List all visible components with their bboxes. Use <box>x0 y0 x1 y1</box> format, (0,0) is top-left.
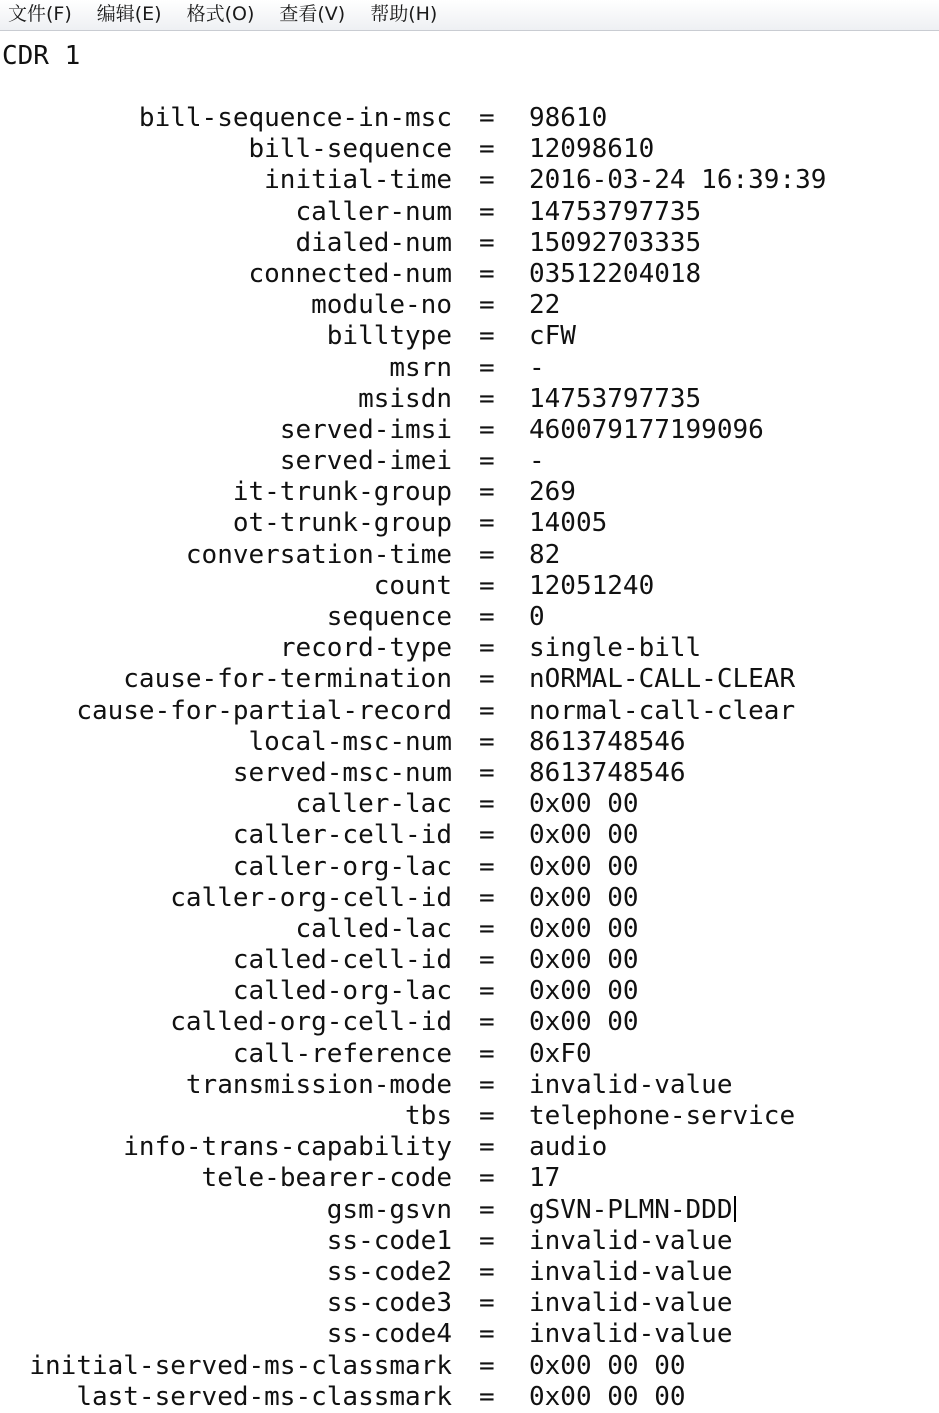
equals-sign: = <box>479 882 495 913</box>
field-name: ss-code2 <box>326 1256 452 1287</box>
field-value: 14753797735 <box>529 196 702 227</box>
record-row <box>0 1163 939 1194</box>
field-value: 12098610 <box>529 134 655 165</box>
cdr-header: CDR 1 <box>2 41 81 71</box>
field-value: - <box>529 446 545 477</box>
field-name: record-type <box>279 633 452 664</box>
field-value: 0x00 00 <box>529 789 639 820</box>
equals-sign: = <box>479 976 495 1007</box>
record-row <box>0 883 939 914</box>
equals-sign: = <box>479 383 495 414</box>
equals-sign: = <box>479 352 495 383</box>
field-name: billtype <box>326 321 452 352</box>
field-value: cFW <box>529 321 576 352</box>
field-name: local-msc-num <box>248 726 452 757</box>
cdr-record-list <box>0 103 939 1413</box>
equals-sign: = <box>479 570 495 601</box>
record-row <box>0 103 939 134</box>
field-name: bill-sequence-in-msc <box>138 103 452 133</box>
record-row <box>0 633 939 664</box>
record-row <box>0 1132 939 1163</box>
record-row <box>0 914 939 945</box>
field-name: cause-for-termination <box>123 664 452 695</box>
record-row <box>0 508 939 539</box>
field-name: last-served-ms-classmark <box>76 1381 452 1412</box>
field-value: 98610 <box>529 103 608 133</box>
equals-sign: = <box>479 664 495 695</box>
field-name: ss-code1 <box>326 1225 452 1256</box>
equals-sign: = <box>479 196 495 227</box>
equals-sign: = <box>479 945 495 976</box>
field-value: 0x00 00 <box>529 976 639 1007</box>
equals-sign: = <box>479 851 495 882</box>
record-row <box>0 758 939 789</box>
field-name: module-no <box>311 290 452 321</box>
equals-sign: = <box>479 134 495 165</box>
equals-sign: = <box>479 1132 495 1163</box>
record-row <box>0 384 939 415</box>
field-value: single-bill <box>529 633 702 664</box>
field-value: 03512204018 <box>529 258 702 289</box>
field-name: msisdn <box>358 383 452 414</box>
equals-sign: = <box>479 103 495 133</box>
field-value: 2016-03-24 16:39:39 <box>529 165 827 196</box>
field-value: 0x00 00 <box>529 913 639 944</box>
menu-format[interactable]: 格式(O) <box>186 3 255 25</box>
field-value: 14753797735 <box>529 383 702 414</box>
field-value: 14005 <box>529 508 608 539</box>
field-name: ss-code4 <box>326 1319 452 1350</box>
equals-sign: = <box>479 227 495 258</box>
record-row <box>0 1195 939 1226</box>
field-value: 8613748546 <box>529 726 686 757</box>
field-value: 0xF0 <box>529 1038 592 1069</box>
menu-edit[interactable]: 编辑(E) <box>96 3 162 25</box>
text-cursor <box>734 1196 736 1222</box>
equals-sign: = <box>479 1319 495 1350</box>
equals-sign: = <box>479 321 495 352</box>
field-value: 460079177199096 <box>529 414 764 445</box>
menu-help[interactable]: 帮助(H) <box>370 3 438 25</box>
field-value: invalid-value <box>529 1256 733 1287</box>
field-name: count <box>373 570 452 601</box>
record-row <box>0 197 939 228</box>
record-row <box>0 727 939 758</box>
equals-sign: = <box>479 789 495 820</box>
field-name: it-trunk-group <box>232 477 452 508</box>
record-row <box>0 852 939 883</box>
record-row <box>0 571 939 602</box>
equals-sign: = <box>479 414 495 445</box>
record-row <box>0 415 939 446</box>
field-name: served-imei <box>279 446 452 477</box>
field-value: 0x00 00 00 <box>529 1381 686 1412</box>
record-row <box>0 1007 939 1038</box>
field-value: 0x00 00 <box>529 945 639 976</box>
field-name: initial-time <box>264 165 452 196</box>
field-value: gSVN-PLMN-DDD <box>529 1195 736 1226</box>
record-row <box>0 1070 939 1101</box>
record-row <box>0 602 939 633</box>
record-row <box>0 1101 939 1132</box>
field-name: caller-cell-id <box>232 820 452 851</box>
record-row <box>0 945 939 976</box>
record-row <box>0 290 939 321</box>
field-name: transmission-mode <box>185 1069 452 1100</box>
field-name: connected-num <box>248 258 452 289</box>
text-editor-area[interactable] <box>0 31 939 1413</box>
record-row <box>0 820 939 851</box>
record-row <box>0 353 939 384</box>
field-name: caller-org-cell-id <box>170 882 452 913</box>
field-name: ss-code3 <box>326 1288 452 1319</box>
field-name: called-lac <box>295 913 452 944</box>
equals-sign: = <box>479 1350 495 1381</box>
record-row <box>0 1257 939 1288</box>
field-value: 17 <box>529 1163 561 1194</box>
field-name: caller-lac <box>295 789 452 820</box>
record-row <box>0 1319 939 1350</box>
field-value: 0x00 00 <box>529 1007 639 1038</box>
equals-sign: = <box>479 726 495 757</box>
field-value: audio <box>529 1132 608 1163</box>
field-value: telephone-service <box>529 1101 796 1131</box>
field-name: bill-sequence <box>248 134 452 165</box>
record-row <box>0 1288 939 1319</box>
menu-file[interactable]: 文件(F) <box>8 3 72 25</box>
field-value: 12051240 <box>529 570 655 601</box>
field-name: info-trans-capability <box>123 1132 452 1163</box>
field-name: ot-trunk-group <box>232 508 452 539</box>
equals-sign: = <box>479 477 495 508</box>
record-row <box>0 165 939 196</box>
field-value: 269 <box>529 477 576 508</box>
field-name: gsm-gsvn <box>326 1194 452 1225</box>
equals-sign: = <box>479 539 495 570</box>
field-name: call-reference <box>232 1038 452 1069</box>
field-value: normal-call-clear <box>529 695 796 726</box>
record-row <box>0 789 939 820</box>
field-value: - <box>529 352 545 383</box>
equals-sign: = <box>479 1225 495 1256</box>
record-row <box>0 477 939 508</box>
field-value: 8613748546 <box>529 757 686 788</box>
record-row <box>0 321 939 352</box>
equals-sign: = <box>479 757 495 788</box>
record-row <box>0 134 939 165</box>
equals-sign: = <box>479 290 495 321</box>
equals-sign: = <box>479 1069 495 1100</box>
record-row <box>0 664 939 695</box>
record-row <box>0 540 939 571</box>
field-value: invalid-value <box>529 1288 733 1319</box>
equals-sign: = <box>479 1163 495 1194</box>
field-name: served-msc-num <box>232 757 452 788</box>
equals-sign: = <box>479 165 495 196</box>
record-row <box>0 228 939 259</box>
equals-sign: = <box>479 1101 495 1131</box>
equals-sign: = <box>479 1381 495 1412</box>
field-name: called-org-lac <box>232 976 452 1007</box>
record-row <box>0 1226 939 1257</box>
equals-sign: = <box>479 820 495 851</box>
field-name: sequence <box>326 602 452 632</box>
field-value: 0 <box>529 602 545 632</box>
field-name: cause-for-partial-record <box>76 695 452 726</box>
field-value: 22 <box>529 290 561 321</box>
field-value: invalid-value <box>529 1225 733 1256</box>
field-name: dialed-num <box>295 227 452 258</box>
equals-sign: = <box>479 446 495 477</box>
record-row <box>0 696 939 727</box>
record-row <box>0 259 939 290</box>
equals-sign: = <box>479 1038 495 1069</box>
equals-sign: = <box>479 508 495 539</box>
field-value: 15092703335 <box>529 227 702 258</box>
field-value: 0x00 00 00 <box>529 1350 686 1381</box>
field-value: invalid-value <box>529 1319 733 1350</box>
record-row <box>0 446 939 477</box>
field-value: invalid-value <box>529 1069 733 1100</box>
record-row <box>0 1382 939 1413</box>
field-name: tele-bearer-code <box>201 1163 452 1194</box>
record-row <box>0 1039 939 1070</box>
equals-sign: = <box>479 1194 495 1225</box>
field-value: 0x00 00 <box>529 882 639 913</box>
field-name: caller-num <box>295 196 452 227</box>
equals-sign: = <box>479 913 495 944</box>
field-name: tbs <box>405 1101 452 1131</box>
equals-sign: = <box>479 1288 495 1319</box>
equals-sign: = <box>479 1256 495 1287</box>
field-value: nORMAL-CALL-CLEAR <box>529 664 796 695</box>
record-row <box>0 1351 939 1382</box>
field-name: served-imsi <box>279 414 452 445</box>
field-name: caller-org-lac <box>232 851 452 882</box>
record-row <box>0 976 939 1007</box>
menu-bar <box>0 0 939 31</box>
equals-sign: = <box>479 1007 495 1038</box>
field-name: called-org-cell-id <box>170 1007 452 1038</box>
field-name: conversation-time <box>185 539 452 570</box>
field-name: initial-served-ms-classmark <box>29 1350 452 1381</box>
equals-sign: = <box>479 633 495 664</box>
field-value: 0x00 00 <box>529 851 639 882</box>
field-value: 0x00 00 <box>529 820 639 851</box>
field-name: msrn <box>389 352 452 383</box>
equals-sign: = <box>479 258 495 289</box>
field-value: 82 <box>529 539 561 570</box>
field-name: called-cell-id <box>232 945 452 976</box>
equals-sign: = <box>479 695 495 726</box>
equals-sign: = <box>479 602 495 632</box>
menu-view[interactable]: 查看(V) <box>279 3 346 25</box>
